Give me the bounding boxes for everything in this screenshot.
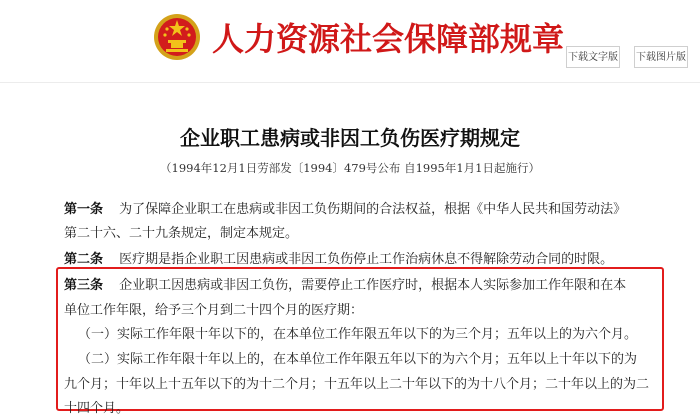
article-1-label: 第一条 xyxy=(64,202,104,217)
site-title: 人力资源社会保障部规章 xyxy=(212,20,565,58)
article-2-text: 医疗期是指企业职工因患病或非因工负伤停止工作治病休息不得解除劳动合同的时限。 xyxy=(119,252,614,267)
national-emblem-icon xyxy=(152,12,202,62)
article-1-line-1 xyxy=(64,198,626,217)
document-title: 企业职工患病或非因工负伤医疗期规定 xyxy=(180,126,520,150)
article-1-text: 为了保障企业职工在患病或非因工负伤期间的合法权益，根据《中华人民共和国劳动法》 xyxy=(119,202,627,217)
article-3-label: 第三条 xyxy=(64,278,104,293)
article-3-text: 企业职工因患病或非因工负伤，需要停止工作医疗时，根据本人实际参加工作年限和在本 xyxy=(119,278,627,293)
article-2-line-1 xyxy=(64,248,613,267)
site-header xyxy=(0,0,700,80)
header-divider xyxy=(0,82,700,83)
article-2-label: 第二条 xyxy=(64,252,104,267)
download-text-button[interactable]: 下载文字版 xyxy=(566,46,620,68)
download-image-button[interactable]: 下载图片版 xyxy=(634,46,688,68)
article-3-item-2-end: 十四个月。 xyxy=(64,401,130,416)
article-3-item-2: （二）实际工作年限十年以上的，在本单位工作年限五年以下的为六个月；五年以上十年以下的为 xyxy=(78,352,638,367)
document-subtitle: （1994年12月1日劳部发〔1994〕479号公布 自1995年1月1日起施行） xyxy=(160,161,540,175)
article-3-line-1 xyxy=(64,274,626,293)
article-3-line-2: 单位工作年限，给予三个月到二十四个月的医疗期： xyxy=(64,303,364,318)
article-3-item-1: （一）实际工作年限十年以下的，在本单位工作年限五年以下的为三个月；五年以上的为六个月。 xyxy=(78,327,638,342)
article-1-line-2: 第二十六、二十九条规定，制定本规定。 xyxy=(64,226,299,241)
article-3-item-2-cont: 九个月；十年以上十五年以下的为十二个月；十五年以上二十年以下的为十八个月；二十年以上的为二 xyxy=(64,377,650,392)
